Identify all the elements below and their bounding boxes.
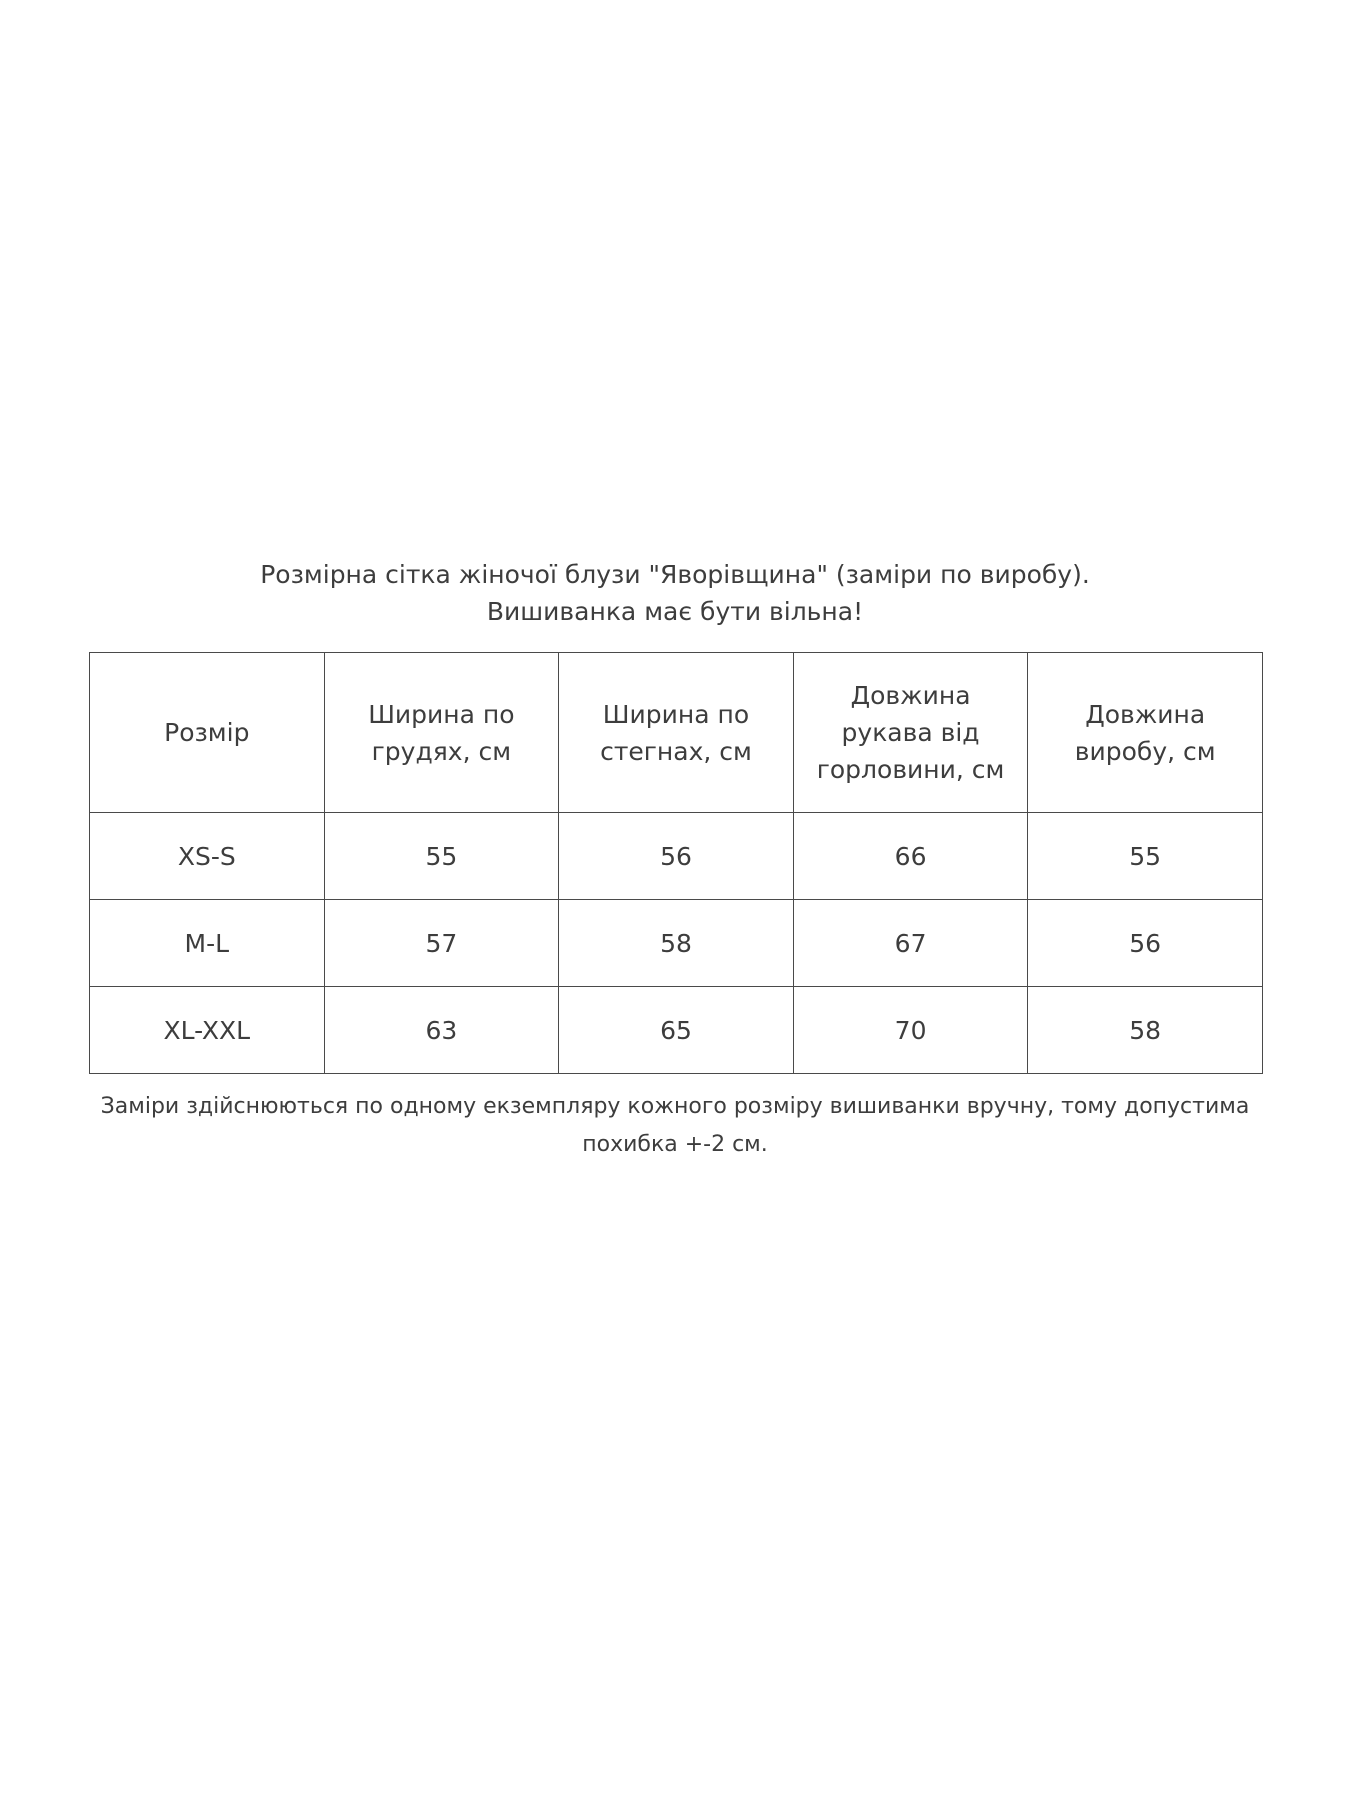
cell-chest-width: 57 [324,900,559,987]
measurement-note: Заміри здійснюються по одному екземпляру кожного розміру вишиванки вручну, тому допустима похибка +-2 см. [100,1094,1250,1157]
header-garment-length: Довжина виробу, см [1028,653,1263,813]
cell-size: M-L [90,900,325,987]
cell-garment-length: 58 [1028,987,1263,1074]
header-size: Розмір [90,653,325,813]
cell-hip-width: 65 [559,987,794,1074]
cell-chest-width: 55 [324,813,559,900]
table-header-row [90,653,1263,813]
title-line-1: Розмірна сітка жіночої блузи "Яворівщина" (заміри по виробу). [260,560,1090,589]
cell-hip-width: 58 [559,900,794,987]
header-chest-width: Ширина по грудях, см [324,653,559,813]
table-row [90,813,1263,900]
cell-chest-width: 63 [324,987,559,1074]
size-chart-title [0,556,1350,630]
cell-garment-length: 56 [1028,900,1263,987]
cell-hip-width: 56 [559,813,794,900]
size-table [89,652,1263,1074]
cell-sleeve-length: 70 [793,987,1028,1074]
header-sleeve-length: Довжина рукава від горловини, см [793,653,1028,813]
table-row [90,900,1263,987]
cell-size: XS-S [90,813,325,900]
header-hip-width: Ширина по стегнах, см [559,653,794,813]
cell-size: XL-XXL [90,987,325,1074]
cell-garment-length: 55 [1028,813,1263,900]
table-row [90,987,1263,1074]
cell-sleeve-length: 67 [793,900,1028,987]
cell-sleeve-length: 66 [793,813,1028,900]
title-line-2: Вишиванка має бути вільна! [486,597,864,626]
